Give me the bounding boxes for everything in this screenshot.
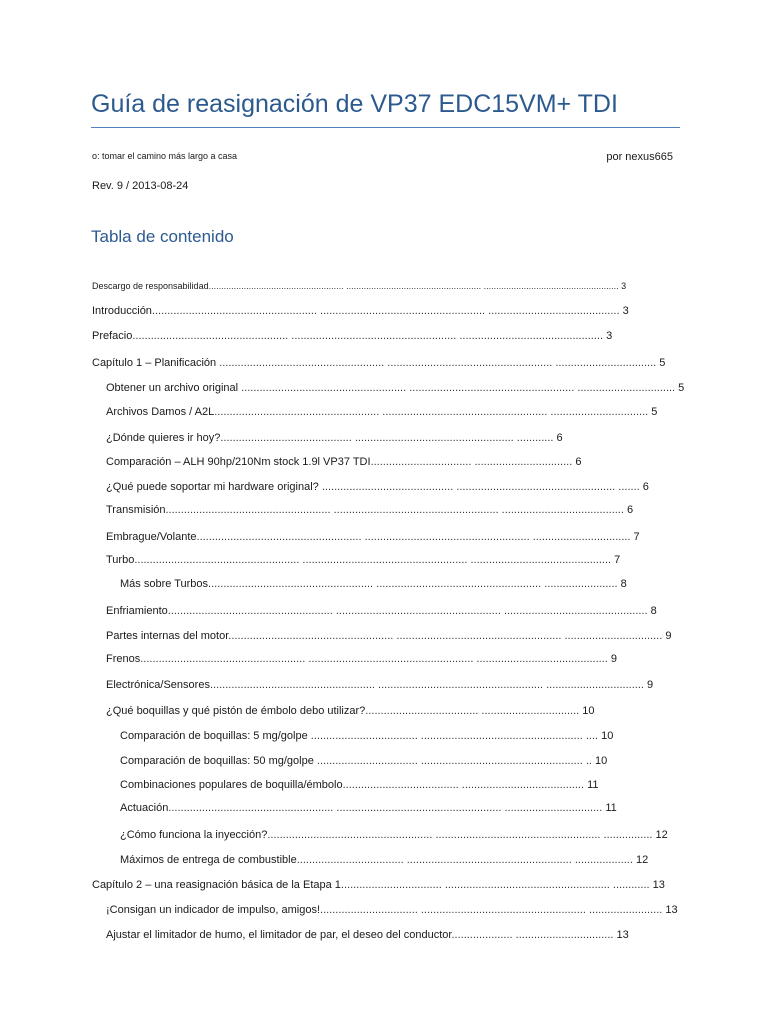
toc-dot-leader: ...................................................... ...................................................... ........................................... xyxy=(151,305,623,317)
toc-entry-title: Descargo de responsabilidad xyxy=(92,281,209,291)
toc-dot-leader: ...................................... ........................................ xyxy=(342,779,588,791)
toc-page-number: 6 xyxy=(626,504,634,516)
toc-dot-leader: ...................................................... ...................................................... ................................ xyxy=(214,406,652,418)
toc-entry-title: Comparación de boquillas: 50 mg/golpe xyxy=(120,755,317,767)
toc-page-number: 11 xyxy=(605,802,617,814)
document-title: Guía de reasignación de VP37 EDC15VM+ TDI xyxy=(91,90,618,118)
toc-page-number: 5 xyxy=(651,406,658,418)
toc-entry[interactable] xyxy=(106,679,653,692)
toc-page-number: 7 xyxy=(633,531,640,543)
toc-entry-title: ¿Qué boquillas y qué pistón de émbolo debo utilizar? xyxy=(106,705,366,717)
toc-dot-leader: ...................................................... ...................................................... ...................................................... xyxy=(208,281,622,291)
toc-entry[interactable] xyxy=(106,382,684,395)
document-revision: Rev. 9 / 2013-08-24 xyxy=(92,180,189,192)
toc-entry-title: Partes internas del motor xyxy=(106,630,229,642)
toc-entry[interactable] xyxy=(120,854,648,867)
toc-page-number: 6 xyxy=(642,481,649,493)
toc-page-number: 8 xyxy=(620,578,627,590)
toc-entry-title: Electrónica/Sensores xyxy=(106,679,210,691)
toc-entry[interactable] xyxy=(120,755,607,768)
toc-entry[interactable] xyxy=(106,605,657,618)
toc-dot-leader: ................................... ..................................................... .... xyxy=(310,730,602,742)
toc-entry[interactable] xyxy=(92,357,665,370)
toc-entry[interactable] xyxy=(106,432,563,445)
toc-entry-title: Actuación xyxy=(120,802,169,814)
toc-entry-title: Archivos Damos / A2L xyxy=(106,406,215,418)
toc-entry[interactable] xyxy=(92,330,612,343)
toc-entry-title: Ajustar el limitador de humo, el limitador de par, el deseo del conductor xyxy=(106,929,452,941)
toc-entry-title: ¿Dónde quieres ir hoy? xyxy=(106,432,221,444)
title-divider xyxy=(91,127,680,128)
toc-page-number: 11 xyxy=(587,779,599,791)
toc-entry[interactable] xyxy=(106,929,629,942)
toc-page-number: 7 xyxy=(614,554,621,566)
toc-dot-leader: ...................................................... ...................................................... ........................ xyxy=(208,578,621,590)
toc-entry-title: Comparación – ALH 90hp/210Nm stock 1.9l VP37 TDI xyxy=(106,456,371,468)
toc-entry[interactable] xyxy=(106,705,595,718)
toc-entry[interactable] xyxy=(92,305,629,318)
toc-page-number: 12 xyxy=(655,829,668,841)
toc-entry-title: Prefacio xyxy=(92,330,133,342)
toc-entry[interactable] xyxy=(106,554,620,567)
toc-entry-title: Introducción xyxy=(92,305,152,317)
toc-dot-leader: ................................. ................................ xyxy=(370,456,576,468)
toc-page-number: 5 xyxy=(678,382,685,394)
toc-entry-title: Frenos xyxy=(106,653,141,665)
toc-page-number: 6 xyxy=(575,456,582,468)
toc-entry[interactable] xyxy=(106,406,657,419)
toc-dot-leader: ...................................................... ...................................................... ................................. xyxy=(219,357,660,369)
toc-entry[interactable] xyxy=(92,280,626,293)
toc-dot-leader: ...................................................... ...................................................... ................................ xyxy=(209,679,647,691)
toc-page-number: 5 xyxy=(659,357,666,369)
toc-page-number: 6 xyxy=(556,432,563,444)
toc-page-number: 12 xyxy=(635,854,649,866)
toc-page-number: 3 xyxy=(622,305,629,317)
toc-entry-title: Transmisión xyxy=(106,504,166,516)
toc-page-number: 9 xyxy=(610,653,618,665)
toc-entry[interactable] xyxy=(106,653,617,666)
toc-dot-leader: ...................................................... ...................................................... ................ xyxy=(267,829,656,841)
toc-entry-title: Embrague/Volante xyxy=(106,531,197,543)
toc-entry-title: Enfriamiento xyxy=(106,605,168,617)
toc-page-number: 3 xyxy=(621,281,627,291)
toc-entry[interactable] xyxy=(106,904,678,917)
toc-heading: Tabla de contenido xyxy=(91,227,234,246)
toc-entry-title: Más sobre Turbos xyxy=(120,578,209,590)
toc-page-number: 13 xyxy=(652,879,665,891)
toc-entry-title: ¿Cómo funciona la inyección? xyxy=(120,829,268,841)
toc-page-number: 8 xyxy=(650,605,657,617)
toc-entry-title: Capítulo 1 – Planificación xyxy=(92,357,220,369)
toc-dot-leader: .................... ................................ xyxy=(451,929,617,941)
toc-dot-leader: ...................................................... ...................................................... ........................................ xyxy=(165,504,627,516)
toc-page-number: 9 xyxy=(646,679,654,691)
toc-entry-title: Combinaciones populares de boquilla/émbolo xyxy=(120,779,343,791)
toc-entry[interactable] xyxy=(106,531,640,544)
toc-dot-leader: ...................................................... ...................................................... ................................ xyxy=(241,382,679,394)
toc-dot-leader: ........................................... .................................................... ............ xyxy=(220,432,557,444)
toc-dot-leader: ................................. ..................................................... .. xyxy=(316,755,596,767)
toc-dot-leader: ...................................................... ...................................................... ............................................... xyxy=(167,605,651,617)
toc-entry[interactable] xyxy=(106,630,671,643)
toc-entry-title: Obtener un archivo original xyxy=(106,382,242,394)
toc-page-number: 13 xyxy=(665,904,678,916)
toc-dot-leader: ...................................................... ...................................................... ................................ xyxy=(196,531,634,543)
document-subtitle: o: tomar el camino más largo a casa xyxy=(92,151,238,161)
toc-entry[interactable] xyxy=(120,779,599,792)
toc-entry[interactable] xyxy=(106,504,633,517)
toc-dot-leader: ........................................... .................................................... ....... xyxy=(321,481,643,493)
toc-dot-leader: ...................................................... ...................................................... ................................ xyxy=(228,630,666,642)
toc-dot-leader: ..................................... ................................ xyxy=(365,705,583,717)
toc-dot-leader: ................................................... ...................................................... ............................................... xyxy=(132,330,607,342)
toc-page-number: 10 xyxy=(595,755,608,767)
toc-dot-leader: ...................................................... ...................................................... ........................................... xyxy=(140,653,611,665)
toc-dot-leader: ...................................................... ...................................................... ................................ xyxy=(168,802,606,814)
toc-page-number: 10 xyxy=(601,730,614,742)
toc-page-number: 9 xyxy=(665,630,672,642)
toc-dot-leader: ................................ ...................................................... ........................ xyxy=(320,904,666,916)
toc-page-number: 10 xyxy=(582,705,595,717)
toc-entry[interactable] xyxy=(92,879,665,892)
toc-dot-leader: ................................... ...................................................... ................... xyxy=(296,854,636,866)
toc-entry[interactable] xyxy=(106,456,581,469)
toc-entry-title: Capítulo 2 – una reasignación básica de la Etapa 1 xyxy=(92,879,341,891)
document-author: por nexus665 xyxy=(606,151,673,163)
toc-dot-leader: ................................. ...................................................... ............ xyxy=(340,879,653,891)
toc-entry-title: Turbo xyxy=(106,554,135,566)
toc-entry[interactable] xyxy=(120,730,613,743)
toc-entry[interactable] xyxy=(120,802,617,815)
toc-entry-title: ¡Consigan un indicador de impulso, amigos! xyxy=(106,904,321,916)
toc-entry-title: Máximos de entrega de combustible xyxy=(120,854,297,866)
toc-page-number: 3 xyxy=(606,330,613,342)
toc-entry-title: ¿Qué puede soportar mi hardware original? xyxy=(106,481,322,493)
toc-entry-title: Comparación de boquillas: 5 mg/golpe xyxy=(120,730,311,742)
toc-dot-leader: ...................................................... ...................................................... .............................................. xyxy=(134,554,615,566)
toc-page-number: 13 xyxy=(616,929,629,941)
toc-entry[interactable] xyxy=(120,578,627,591)
toc-entry[interactable] xyxy=(120,829,668,842)
toc-entry[interactable] xyxy=(106,481,649,494)
